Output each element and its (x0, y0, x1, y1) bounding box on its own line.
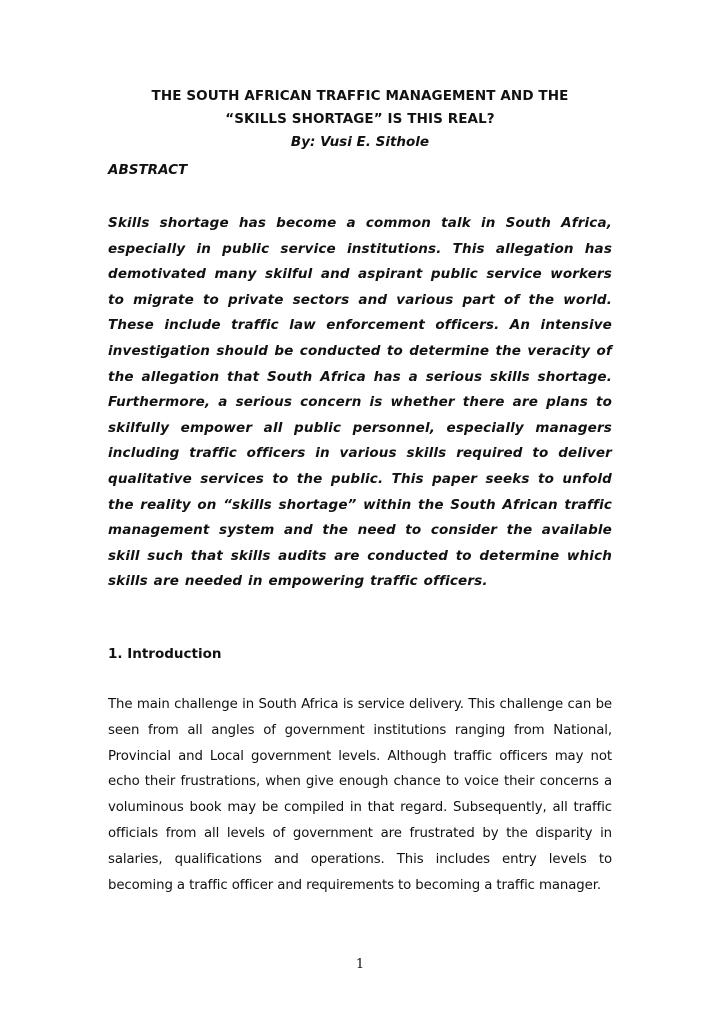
introduction-paragraph: The main challenge in South Africa is service delivery. This challenge can be seen from all angles of government institutions ranging from National, Provincial and Local government levels. Although traffic officers may not echo their frustrations, when give enough chance to voice their concerns a voluminous book may be compiled in that regard. Subsequently, all traffic officials from all levels of government are frustrated by the disparity in salaries, qualifications and operations. This includes entry levels to becoming a traffic officer and requirements to becoming a traffic manager. (108, 697, 612, 893)
introduction-heading: 1. Introduction (108, 646, 222, 662)
abstract-heading: ABSTRACT (108, 162, 188, 178)
page-number: 1 (355, 957, 365, 972)
abstract-paragraph: Skills shortage has become a common talk in South Africa, especially in public service institutions. This allegation has demotivated many skilful and aspirant public service workers to migrate to private sectors and various part of the world. These include traffic law enforcement officers. An intensive investigation should be conducted to determine the veracity of the allegation that South Africa has a serious skills shortage. Furthermore, a serious concern is whether there are plans to skilfully empower all public personnel, especially managers including traffic officers in various skills required to deliver qualitative services to the public. This paper seeks to unfold the reality on “skills shortage” within the South African traffic management system and the need to consider the available skill such that skills audits are conducted to determine which skills are needed in empowering traffic officers. (108, 215, 612, 590)
document-title-line-1: THE SOUTH AFRICAN TRAFFIC MANAGEMENT AND THE (151, 88, 569, 104)
author-byline: By: Vusi E. Sithole (290, 134, 430, 150)
document-title-line-2: “SKILLS SHORTAGE” IS THIS REAL? (225, 111, 495, 127)
